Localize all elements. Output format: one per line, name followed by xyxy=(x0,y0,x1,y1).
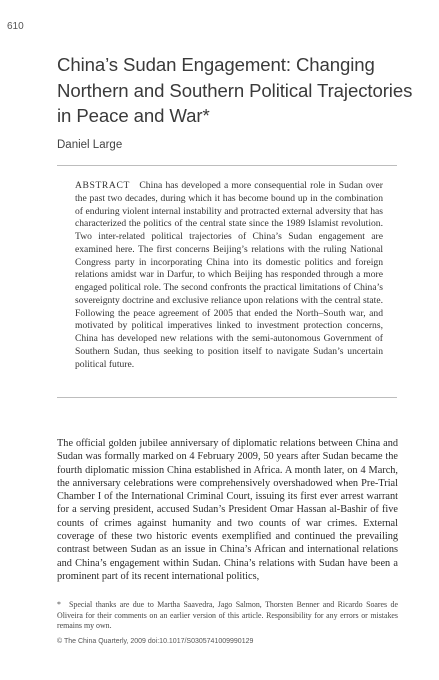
footnote xyxy=(57,600,398,632)
author-name: Daniel Large xyxy=(57,139,123,151)
abstract-text: China has developed a more consequential role in Sudan over the past two decades, during which it has become bound up in the combination of enduring violent internal instability and protracted external adversity that has characterized the politics of the central state since the 1989 Islamist revolution. Two inter-related political trajectories of China’s Sudan engagement are examined here. The first concerns Beijing’s relations with the ruling National Congress party in incorporating China into its domestic politics and foreign relations amidst war in Darfur, to which Beijing has responded through a more engaged political role. The second confronts the practical limitations of China’s sovereignty doctrine and exclusive reliance upon relations with the central state. Following the peace agreement of 2005 that ended the North–South war, and motivated by political imperatives linked to investment protection concerns, China has developed new relations with the semi-autonomous Government of Southern Sudan, thus seeking to position itself to navigate Sudan’s uncertain political future. xyxy=(75,180,383,370)
copyright-line: © The China Quarterly, 2009 doi:10.1017/S0305741009990129 xyxy=(57,638,254,645)
page-number: 610 xyxy=(7,21,24,32)
article-title: China’s Sudan Engagement: Changing Northern and Southern Political Trajectories in Peace and War* xyxy=(57,54,413,126)
footnote-text: Special thanks are due to Martha Saavedra, Jago Salmon, Thorsten Benner and Ricardo Soares de Oliveira for their comments on an earlier version of this article. Responsibility for any errors or mistakes remains my own. xyxy=(57,600,398,631)
abstract-paragraph xyxy=(75,180,383,371)
footnote-mark: * xyxy=(57,600,61,609)
abstract-label: ABSTRACT xyxy=(75,180,130,191)
abstract-section xyxy=(57,165,397,398)
body-paragraph: The official golden jubilee anniversary of diplomatic relations between China and Sudan was formally marked on 4 February 2009, 50 years after Sudan became the fourth diplomatic mission China established in Africa. A month later, on 4 March, the anniversary celebrations were comprehensively overshadowed when Pre-Trial Chamber I of the International Criminal Court, issuing its first ever arrest warrant for a serving president, accused Sudan’s President Omar Hassan al-Bashir of five counts of crimes against humanity and two counts of war crimes. External coverage of these two historic events exemplified and continued the prevailing contrast between Sudan as an issue in China’s African and international relations and China’s engagement within Sudan. China’s relations with Sudan have been a prominent part of its recent international politics, xyxy=(57,438,398,582)
